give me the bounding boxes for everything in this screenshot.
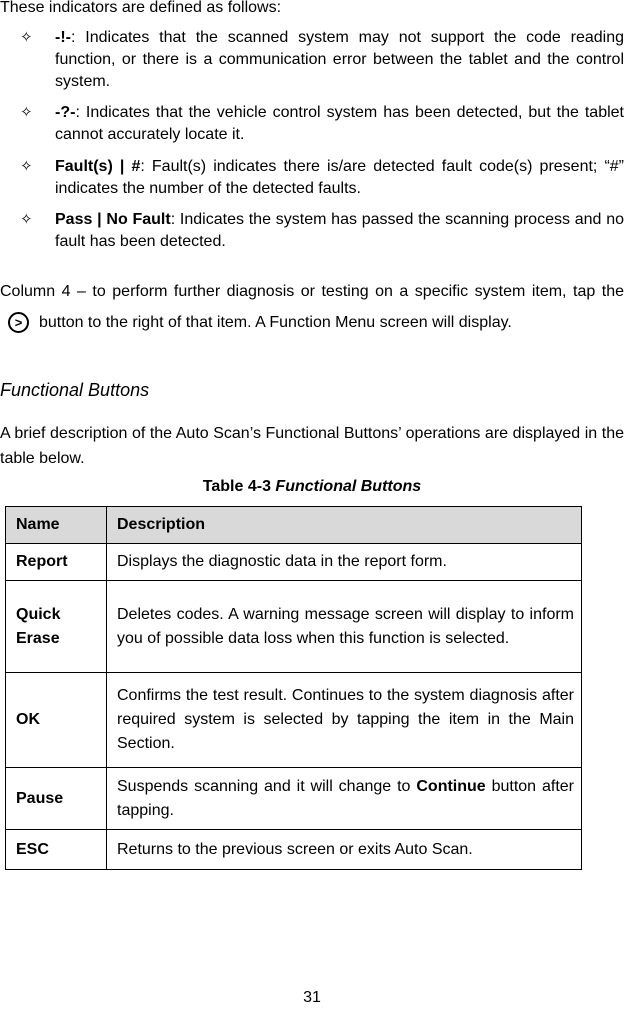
- section-heading: Functional Buttons: [0, 380, 150, 400]
- row-name: Report: [6, 544, 107, 581]
- diamond-bullet-icon: ✧: [20, 104, 33, 121]
- row-description: Returns to the previous screen or exits Auto Scan.: [107, 830, 582, 870]
- column4-text-end: button to the right of that item. A Function Menu screen will display.: [39, 314, 512, 331]
- indicator-description: Indicates that the vehicle control system has been detected, but the tablet cannot accurately locate it.: [55, 104, 624, 143]
- intro-text: These indicators are defined as follows:: [0, 0, 282, 16]
- indicator-term: -?-: [55, 104, 76, 121]
- page-number: 31: [303, 989, 321, 1006]
- row-name: OK: [6, 673, 107, 768]
- pause-desc-start: Suspends scanning and it will change to: [117, 777, 417, 795]
- table-row: [6, 544, 582, 581]
- chevron-right-icon: >: [8, 312, 29, 333]
- row-description: Displays the diagnostic data in the report form.: [107, 544, 582, 581]
- row-description: [107, 768, 582, 830]
- indicator-separator: :: [75, 104, 86, 121]
- pause-desc-end: button after tapping.: [117, 777, 575, 819]
- indicator-term: Pass | No Fault: [55, 211, 171, 228]
- row-name: Pause: [6, 768, 107, 830]
- table-row: [6, 830, 582, 870]
- table-header-row: [6, 507, 582, 544]
- indicator-description: Indicates that the scanned system may not support the code reading function, or there is a communication error between the tablet and the control system.: [55, 29, 624, 90]
- row-description: Deletes codes. A warning message screen will display to inform you of possible data loss when this function is selected.: [107, 581, 582, 673]
- indicator-description: Fault(s) indicates there is/are detected fault code(s) present; “#” indicates the number of the detected faults.: [55, 158, 624, 197]
- table-row: [6, 581, 582, 673]
- indicator-description: Indicates the system has passed the scanning process and no fault has been detected.: [55, 211, 624, 250]
- continue-button-label: Continue: [416, 777, 486, 795]
- column4-paragraph: [0, 276, 624, 338]
- row-description: Confirms the test result. Continues to the system diagnosis after required system is selected by tapping the item in the Main Section.: [107, 673, 582, 768]
- table-row: [6, 673, 582, 768]
- column4-text-start: Column 4 – to perform further diagnosis or testing on a specific system item, tap the: [0, 283, 624, 300]
- row-name: Quick Erase: [6, 581, 107, 673]
- indicator-separator: :: [170, 211, 180, 228]
- header-name: Name: [6, 507, 107, 544]
- section-description: A brief description of the Auto Scan’s Functional Buttons’ operations are displayed in the table below.: [0, 425, 624, 467]
- table-caption-title: Functional Buttons: [275, 478, 422, 495]
- diamond-bullet-icon: ✧: [20, 211, 33, 228]
- table-caption: [0, 478, 624, 496]
- functional-buttons-table: [5, 506, 582, 870]
- indicator-separator: :: [70, 29, 86, 46]
- indicator-term: Fault(s) | #: [55, 158, 141, 175]
- diamond-bullet-icon: ✧: [20, 158, 33, 175]
- row-name: ESC: [6, 830, 107, 870]
- indicator-separator: :: [140, 158, 152, 175]
- indicator-term: -!-: [55, 29, 71, 46]
- table-caption-number: Table 4-3: [202, 478, 276, 495]
- table-row: [6, 768, 582, 830]
- header-description: Description: [107, 507, 582, 544]
- diamond-bullet-icon: ✧: [20, 29, 33, 46]
